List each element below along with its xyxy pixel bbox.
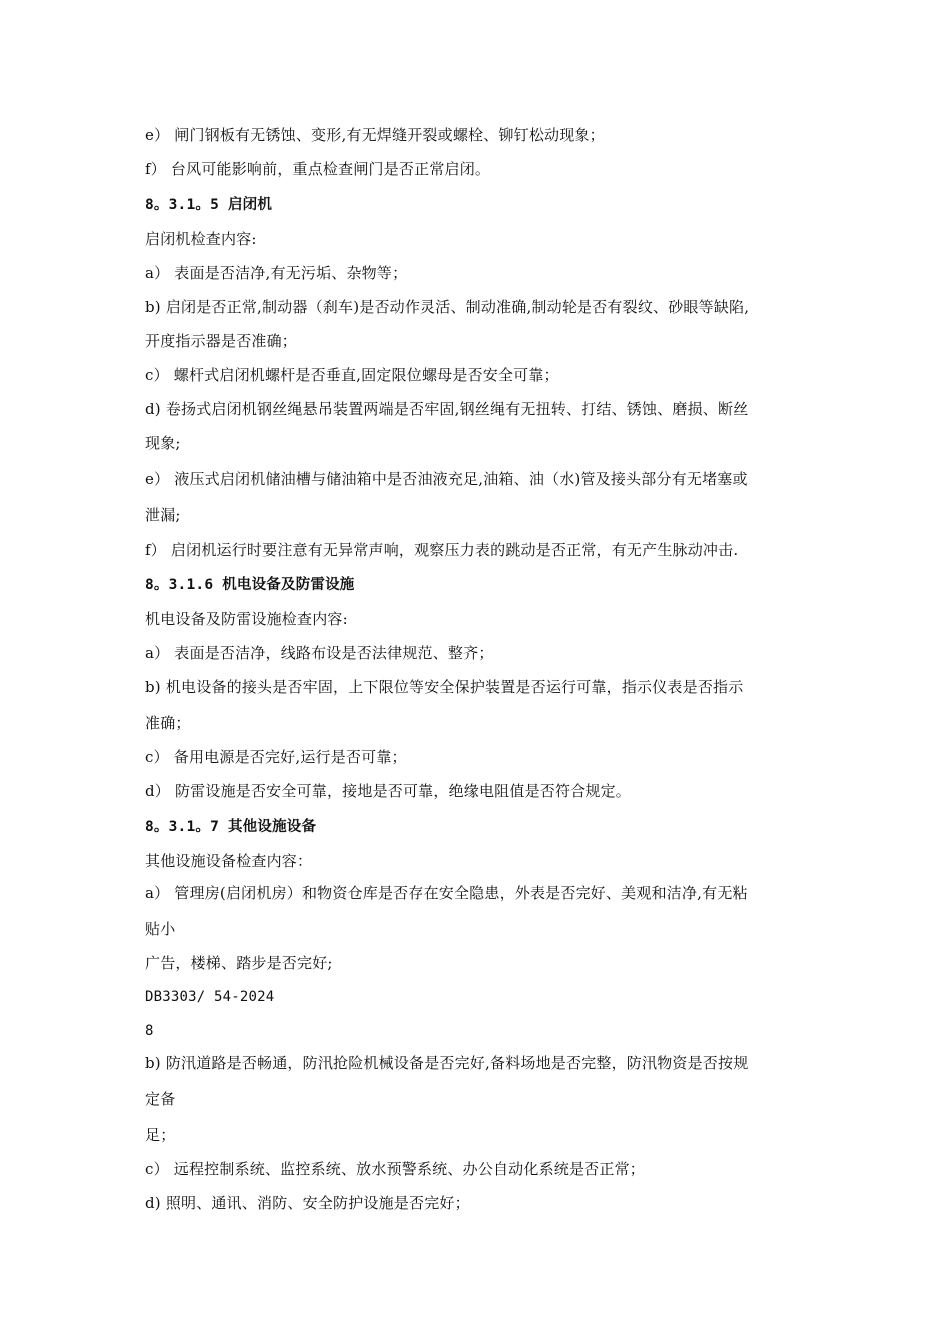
hoist-check-intro: 启闭机检查内容: <box>145 230 257 248</box>
clause-b-continuation-4: 足； <box>145 1126 176 1144</box>
clause-b-joints: b) 机电设备的接头是否牢固，上下限位等安全保护装置是否运行可靠，指示仪表是否指示 <box>145 678 744 696</box>
clause-d-continuation: 现象; <box>145 434 181 452</box>
clause-a-continuation: 贴小 <box>145 920 176 938</box>
section-heading-8-3-1-6: 8。3.1.6 机电设备及防雷设施 <box>145 577 355 593</box>
clause-a-management-house: a） 管理房(启闭机房）和物资仓库是否存在安全隐患，外表是否完好、美观和洁净,有无粘 <box>145 884 748 902</box>
section-heading-8-3-1-7: 8。3.1。7 其他设施设备 <box>145 819 317 835</box>
clause-a-surface-clean: a） 表面是否洁净,有无污垢、杂物等； <box>145 264 408 282</box>
clause-e-hydraulic-hoist: e） 液压式启闭机储油槽与储油箱中是否油液充足,油箱、油（水)管及接头部分有无堵塞或 <box>145 470 748 488</box>
clause-d-winch-hoist: d) 卷扬式启闭机钢丝绳悬吊装置两端是否牢固,钢丝绳有无扭转、打结、锈蚀、磨损、断丝 <box>145 400 749 418</box>
clause-b-flood-road: b) 防汛道路是否畅通，防汛抢险机械设备是否完好,备料场地是否完整，防汛物资是否按规 <box>145 1054 749 1072</box>
clause-f-typhoon-check: f） 台风可能影响前，重点检查闸门是否正常启闭。 <box>145 160 491 178</box>
clause-c-remote-control: c） 远程控制系统、监控系统、放水预警系统、办公自动化系统是否正常； <box>145 1160 645 1178</box>
standard-code: DB3303/ 54-2024 <box>145 989 275 1005</box>
clause-f-hoist-operation: f） 启闭机运行时要注意有无异常声响，观察压力表的跳动是否正常，有无产生脉动冲击. <box>145 541 739 559</box>
clause-a-wiring: a） 表面是否洁净，线路布设是否法律规范、整齐； <box>145 644 494 662</box>
clause-b-brake-check: b) 启闭是否正常,制动器（刹车)是否动作灵活、制动准确,制动轮是否有裂纹、砂眼等缺陷, <box>145 298 750 316</box>
clause-c-screw-hoist: c） 螺杆式启闭机螺杆是否垂直,固定限位螺母是否安全可靠； <box>145 366 559 384</box>
clause-e-gate-plate: e） 闸门钢板有无锈蚀、变形,有无焊缝开裂或螺栓、铆钉松动现象； <box>145 126 605 144</box>
clause-b-continuation-3: 定备 <box>145 1090 176 1108</box>
electro-check-intro: 机电设备及防雷设施检查内容: <box>145 610 348 628</box>
clause-b-continuation-2: 准确； <box>145 714 191 732</box>
other-check-intro: 其他设施设备检查内容： <box>145 852 313 870</box>
page-number: 8 <box>145 1023 154 1039</box>
clause-e-continuation: 泄漏; <box>145 506 181 524</box>
clause-d-lighting: d) 照明、通讯、消防、安全防护设施是否完好； <box>145 1194 470 1212</box>
section-heading-8-3-1-5: 8。3.1。5 启闭机 <box>145 197 273 213</box>
clause-b-continuation: 开度指示器是否准确； <box>145 332 298 350</box>
clause-d-lightning: d） 防雷设施是否安全可靠，接地是否可靠，绝缘电阻值是否符合规定。 <box>145 782 631 800</box>
clause-c-backup-power: c） 备用电源是否完好,运行是否可靠； <box>145 748 407 766</box>
clause-a-continuation-2: 广告，楼梯、踏步是否完好; <box>145 954 333 972</box>
